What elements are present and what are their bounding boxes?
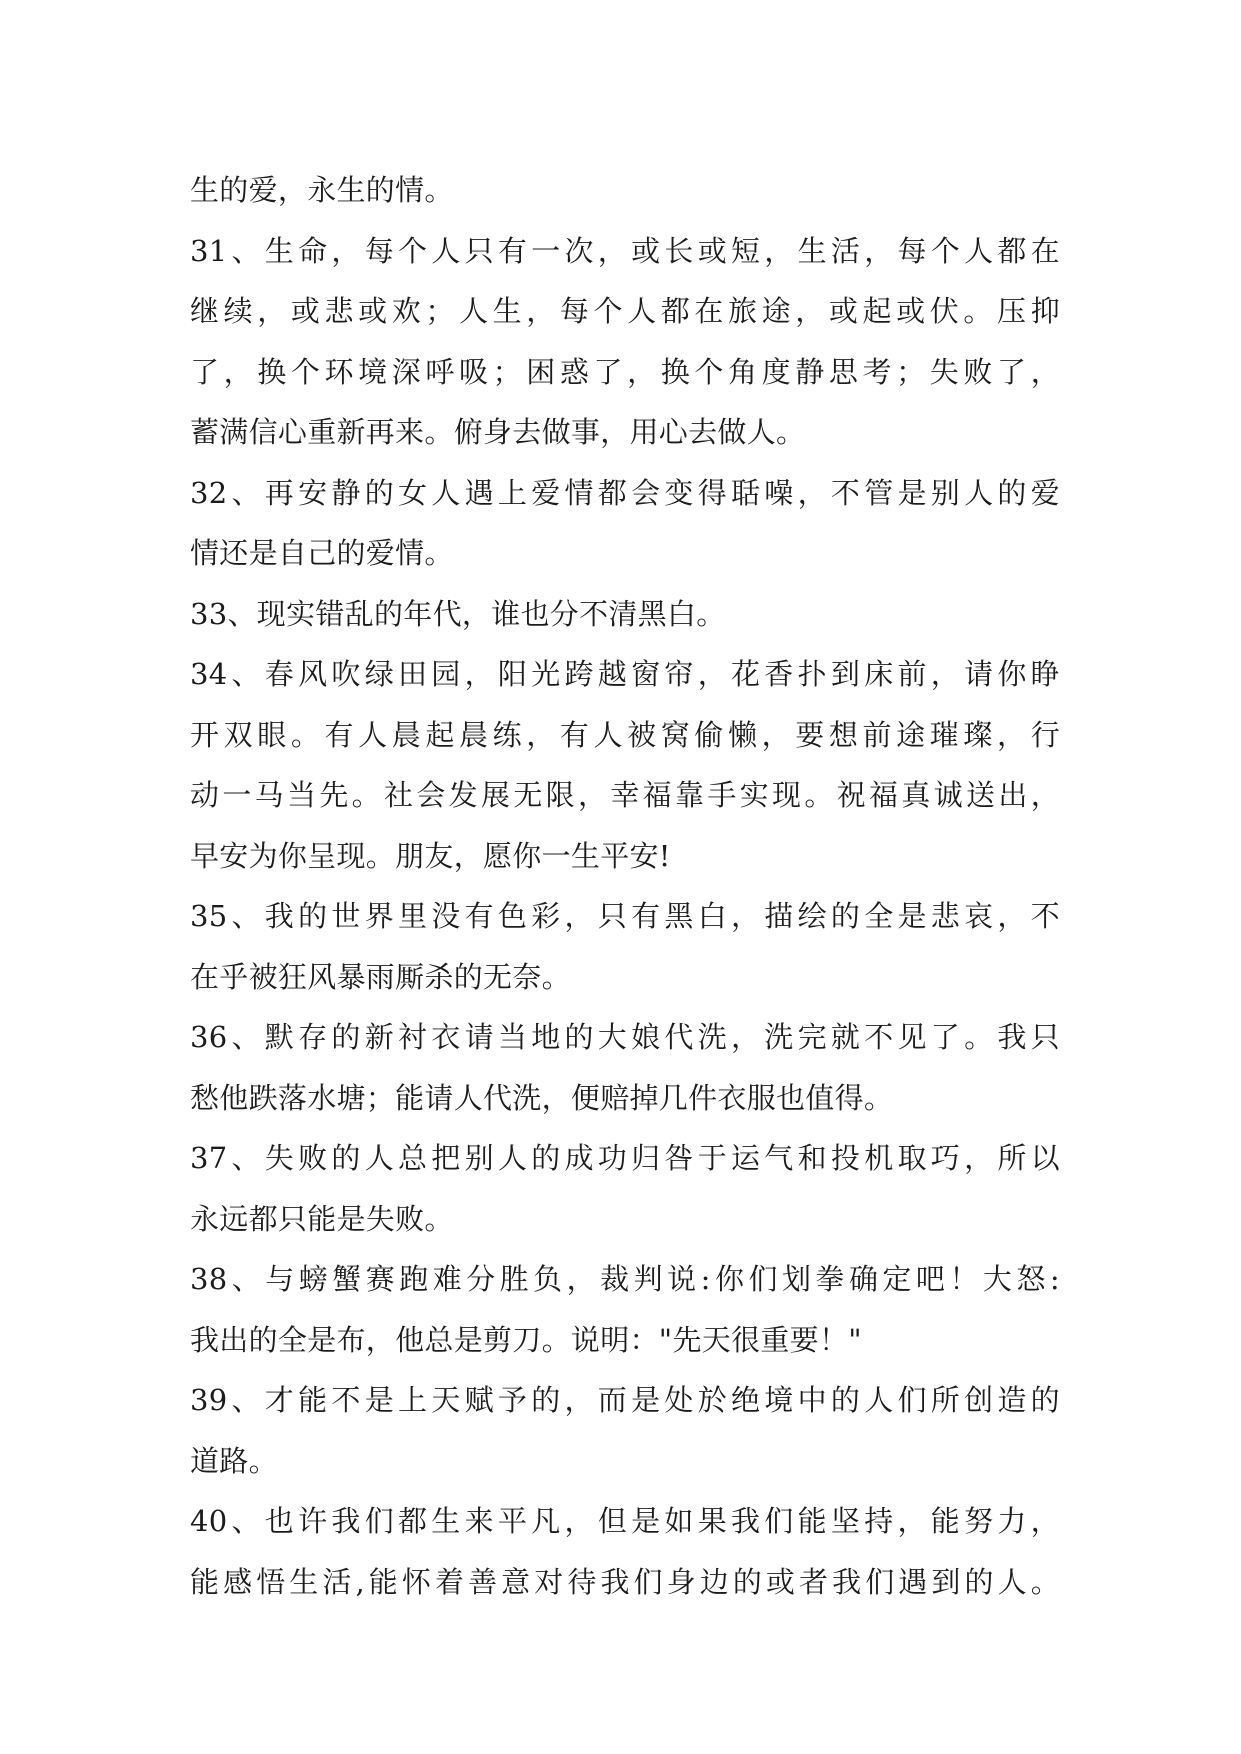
- text-line: 33、现实错乱的年代，谁也分不清黑白。: [190, 596, 726, 631]
- text-line: 37、失败的人总把别人的成功归咎于运气和投机取巧，所以: [190, 1141, 1060, 1175]
- text-line: 情还是自己的爱情。: [190, 536, 454, 570]
- text-line: 能感悟生活,能怀着善意对待我们身边的或者我们遇到的人。: [190, 1564, 1060, 1599]
- body-text: [190, 160, 1060, 1612]
- text-line: 永远都只能是失败。: [190, 1201, 454, 1236]
- text-line: 继续，或悲或欢；人生，每个人都在旅途，或起或伏。压抑: [190, 294, 1060, 328]
- text-line: 愁他跌落水塘；能请人代洗，便赔掉几件衣服也值得。: [190, 1080, 894, 1115]
- text-line: 蓄满信心重新再来。俯身去做事，用心去做人。: [190, 415, 806, 449]
- text-line: 32、再安静的女人遇上爱情都会变得聒噪，不管是别人的爱: [190, 475, 1060, 510]
- text-line: 36、默存的新衬衣请当地的大娘代洗，洗完就不见了。我只: [190, 1020, 1060, 1054]
- text-line: 31、生命，每个人只有一次，或长或短，生活，每个人都在: [190, 233, 1060, 268]
- text-line: 35、我的世界里没有色彩，只有黑白，描绘的全是悲哀，不: [190, 899, 1060, 933]
- text-line: 34、春风吹绿田园，阳光跨越窗帘，花香扑到床前，请你睁: [190, 657, 1060, 691]
- text-line: 动一马当先。社会发展无限，幸福靠手实现。祝福真诚送出，: [190, 778, 1060, 812]
- text-line: 了，换个环境深呼吸；困惑了，换个角度静思考；失败了，: [190, 354, 1060, 389]
- text-line: 38、与螃蟹赛跑难分胜负，裁判说:你们划拳确定吧！大怒:: [190, 1262, 1060, 1296]
- text-line: 在乎被狂风暴雨厮杀的无奈。: [190, 959, 571, 994]
- text-line: 39、才能不是上天赋予的，而是处於绝境中的人们所创造的: [190, 1383, 1060, 1417]
- text-line: 早安为你呈现。朋友，愿你一生平安!: [190, 838, 671, 873]
- text-line: 我出的全是布，他总是剪刀。说明："先天很重要！": [190, 1322, 862, 1357]
- text-line: 开双眼。有人晨起晨练，有人被窝偷懒，要想前途璀璨，行: [190, 717, 1060, 752]
- text-line: 道路。: [190, 1443, 278, 1478]
- text-line: 生的爱，永生的情。: [190, 173, 454, 207]
- text-line: 40、也许我们都生来平凡，但是如果我们能坚持，能努力，: [190, 1504, 1060, 1538]
